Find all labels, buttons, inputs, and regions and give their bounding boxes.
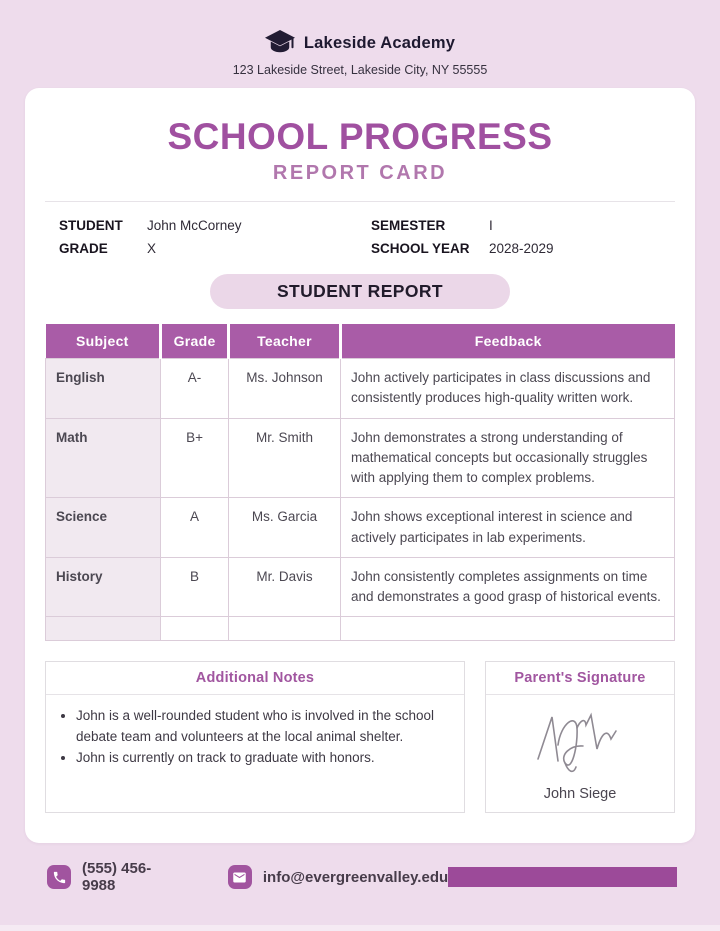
page-subtitle: REPORT CARD	[272, 162, 448, 184]
teacher-cell: Ms. Garcia	[229, 498, 341, 558]
feedback-cell: John shows exceptional interest in science and actively participates in lab experiments.	[340, 498, 674, 558]
table-header-row	[46, 324, 675, 359]
report-card	[25, 88, 695, 843]
teacher-cell: Mr. Smith	[229, 418, 341, 498]
feedback-cell: John consistently completes assignments on time and demonstrates a good grasp of historical events.	[340, 557, 674, 617]
grade-cell	[161, 617, 229, 641]
signature-image	[528, 701, 632, 784]
teacher-cell: Mr. Davis	[229, 557, 341, 617]
footer	[0, 860, 720, 894]
feedback-cell: John demonstrates a strong understanding of mathematical concepts but occasionally struggles with applying them to complex problems.	[340, 418, 674, 498]
graduation-cap-icon	[265, 30, 295, 56]
bottom-strip	[0, 925, 720, 931]
table-row	[46, 557, 675, 617]
grade-cell: A-	[161, 359, 229, 419]
student-value: John McCorney	[147, 218, 242, 233]
student-info	[45, 202, 675, 256]
footer-accent-bar	[448, 867, 677, 887]
grade-cell: B	[161, 557, 229, 617]
student-report-heading: STUDENT REPORT	[210, 274, 510, 309]
school-header	[0, 0, 720, 77]
column-header-feedback: Feedback	[340, 324, 674, 359]
phone-contact	[47, 860, 184, 894]
email-contact	[228, 865, 448, 889]
teacher-cell: Ms. Johnson	[229, 359, 341, 419]
teacher-cell	[229, 617, 341, 641]
report-table	[45, 324, 675, 641]
subject-cell	[46, 617, 161, 641]
school-name: Lakeside Academy	[303, 33, 456, 52]
parent-signature-title: Parent's Signature	[486, 662, 674, 695]
grade-cell: B+	[161, 418, 229, 498]
semester-label: SEMESTER	[371, 218, 446, 233]
column-header-grade: Grade	[161, 324, 229, 359]
grade-label: GRADE	[59, 241, 108, 256]
additional-notes-box	[45, 661, 465, 813]
school-year-label: SCHOOL YEAR	[371, 241, 470, 256]
table-row	[46, 418, 675, 498]
subject-cell: English	[46, 359, 161, 419]
column-header-teacher: Teacher	[229, 324, 341, 359]
parent-signature-box	[485, 661, 675, 813]
student-label: STUDENT	[59, 218, 123, 233]
table-row	[46, 498, 675, 558]
feedback-cell	[340, 617, 674, 641]
semester-value: I	[489, 218, 493, 233]
table-row-empty	[46, 617, 675, 641]
note-item: • John is currently on track to graduate with honors.	[76, 748, 454, 769]
signer-name: John Siege	[543, 786, 617, 803]
subject-cell: Math	[46, 418, 161, 498]
grade-cell: A	[161, 498, 229, 558]
school-year-value: 2028-2029	[489, 241, 554, 256]
additional-notes-title: Additional Notes	[46, 662, 464, 695]
phone-icon	[47, 865, 71, 889]
page-title: SCHOOL PROGRESS	[167, 116, 553, 157]
email-address: info@evergreenvalley.edu	[262, 868, 449, 886]
feedback-cell: John actively participates in class discussions and consistently produces high-quality written work.	[340, 359, 674, 419]
phone-number: (555) 456-9988	[82, 860, 152, 894]
column-header-subject: Subject	[46, 324, 161, 359]
table-row	[46, 359, 675, 419]
grade-value: X	[147, 241, 157, 256]
school-address: 123 Lakeside Street, Lakeside City, NY 55555	[232, 63, 488, 77]
envelope-icon	[228, 865, 252, 889]
subject-cell: Science	[46, 498, 161, 558]
subject-cell: History	[46, 557, 161, 617]
notes-list	[76, 706, 454, 769]
note-item: • John is a well-rounded student who is involved in the school debate team and volunteers at the local animal shelter.	[76, 706, 454, 748]
